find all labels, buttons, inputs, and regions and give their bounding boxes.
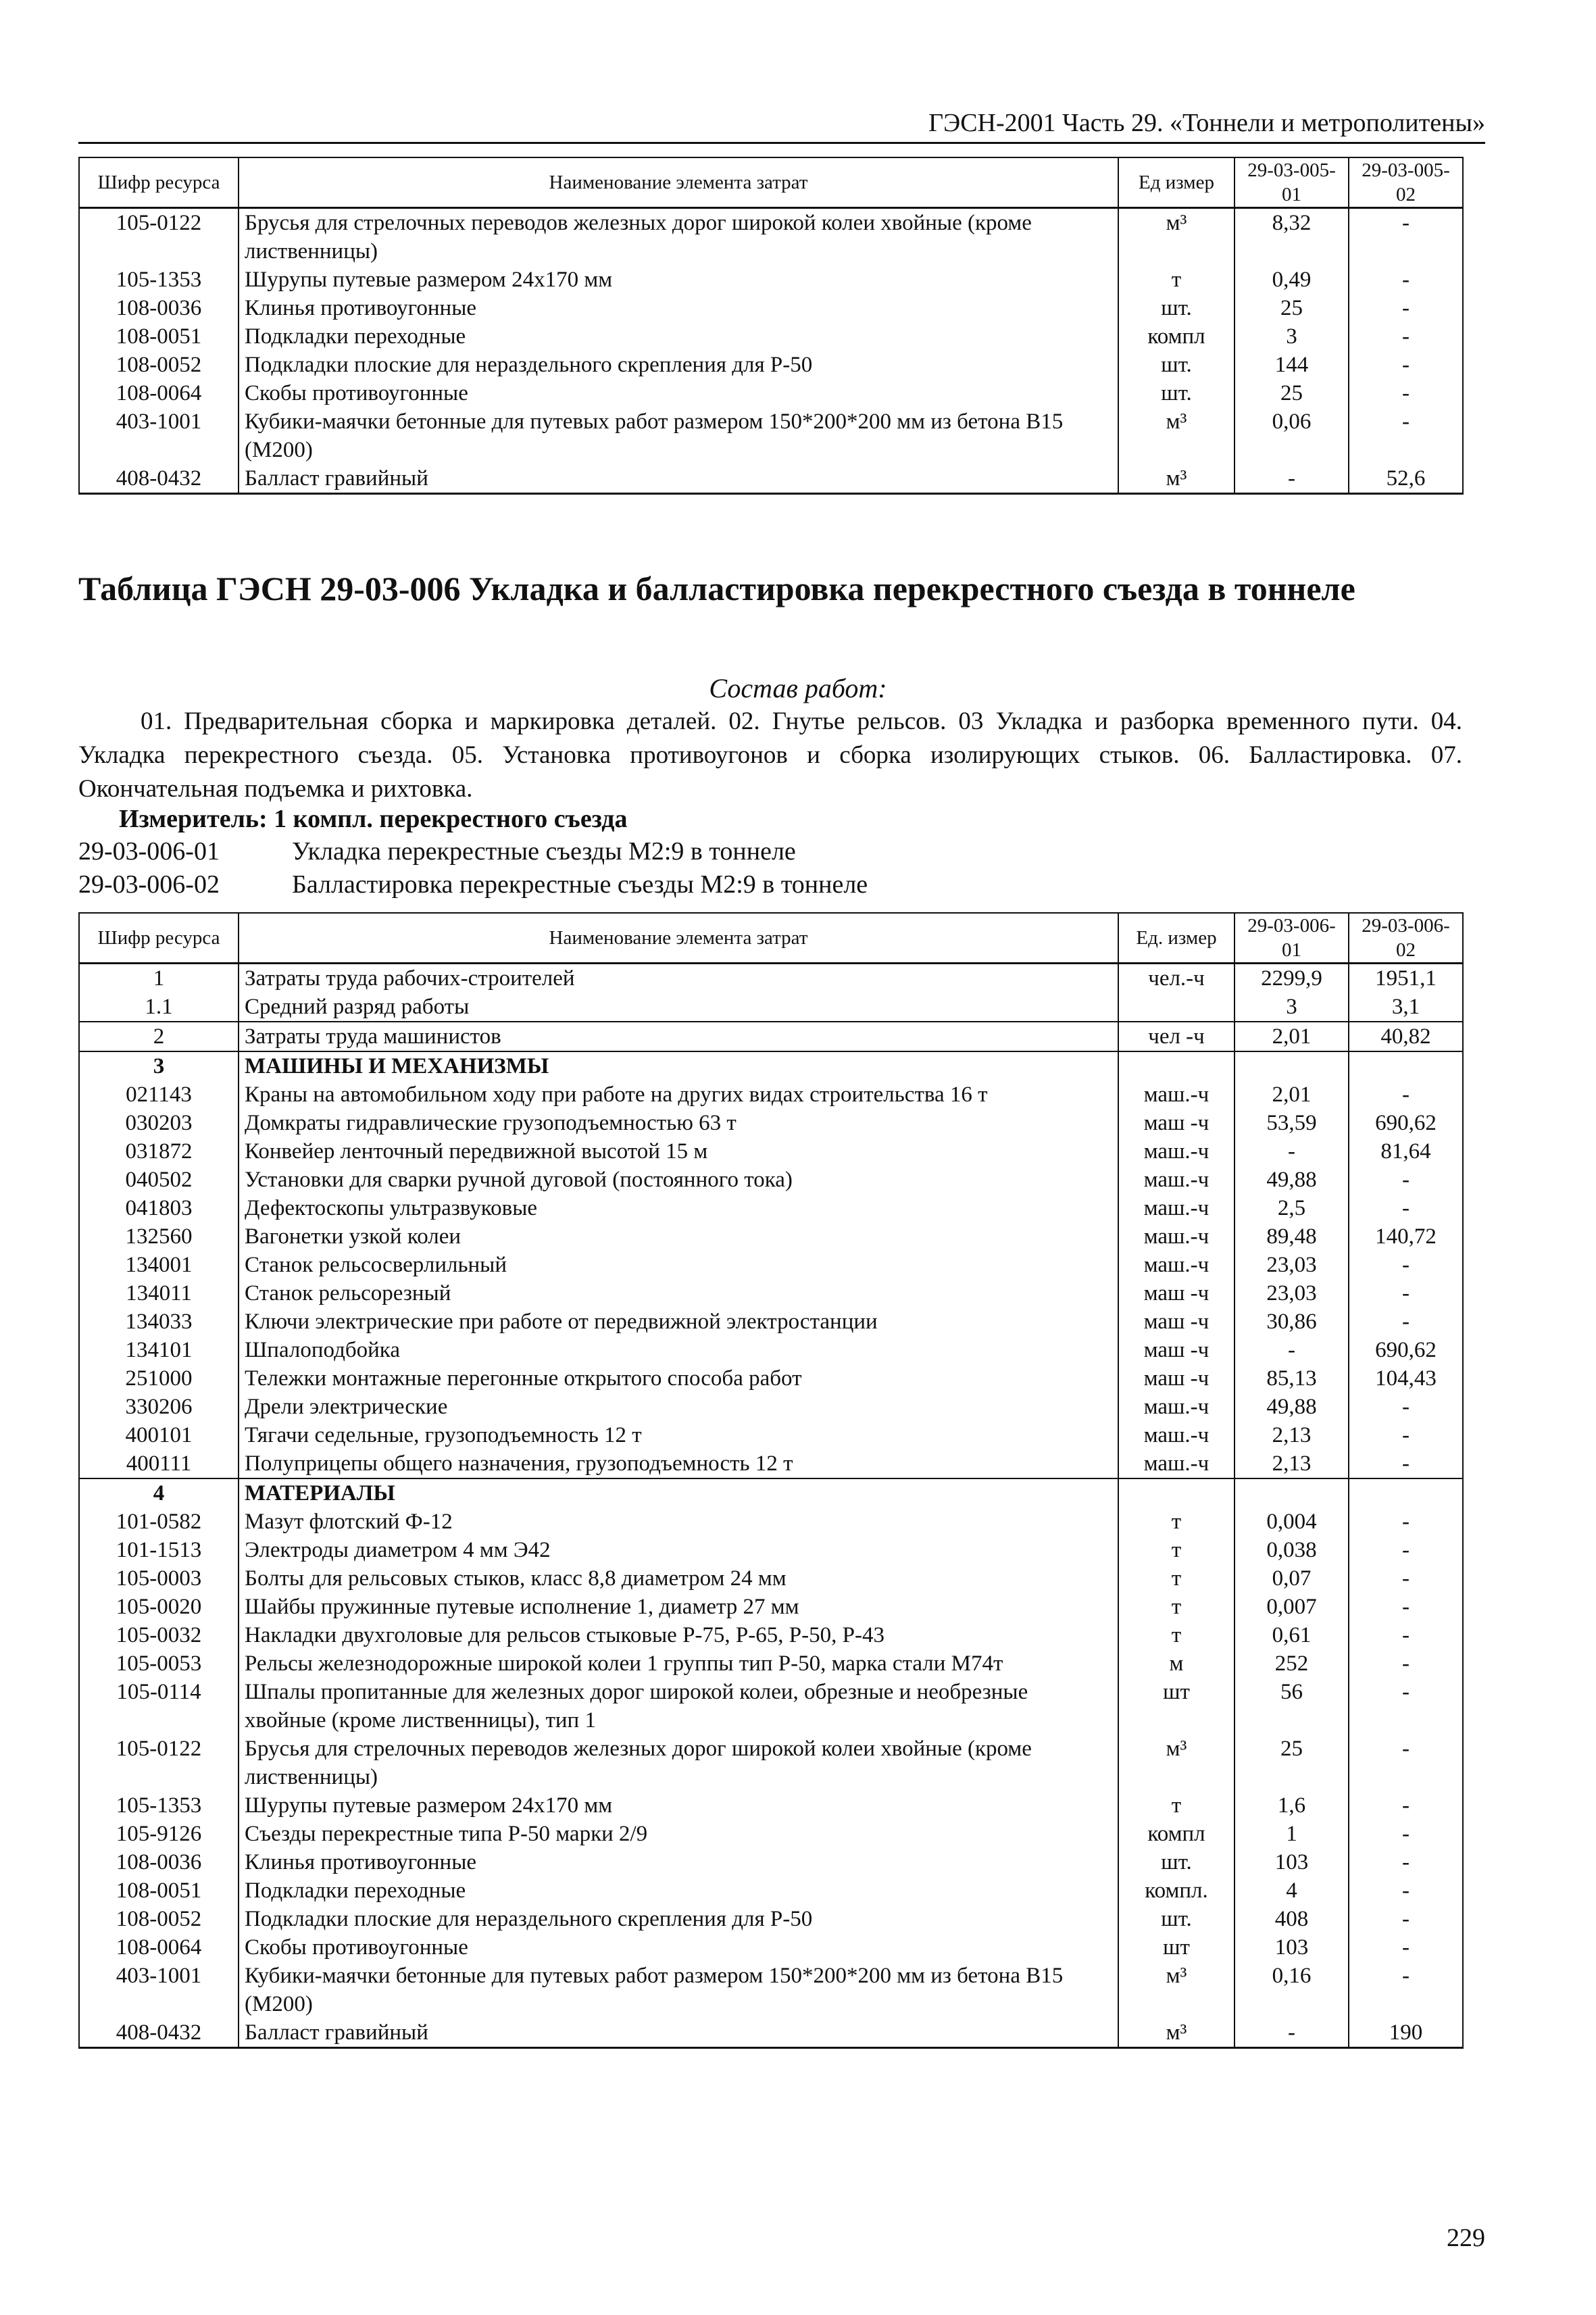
resource-unit: м³ <box>1118 407 1235 464</box>
value-col-1: - <box>1235 1137 1349 1166</box>
resource-code: 4 <box>79 1478 239 1508</box>
resource-name: МАШИНЫ И МЕХАНИЗМЫ <box>239 1051 1118 1080</box>
resource-table-bottom <box>78 912 1464 2049</box>
table-row <box>79 1022 1463 1051</box>
resource-unit: м³ <box>1118 208 1235 266</box>
resource-unit <box>1118 1478 1235 1508</box>
value-col-1 <box>1235 1051 1349 1080</box>
value-col-2: - <box>1349 351 1463 379</box>
page-number: 229 <box>1447 2224 1485 2252</box>
table-row <box>79 993 1463 1022</box>
value-col-1: 23,03 <box>1235 1251 1349 1279</box>
table-row <box>79 322 1463 351</box>
resource-unit: м³ <box>1118 1962 1235 2018</box>
value-col-1: - <box>1235 464 1349 494</box>
running-header: ГЭСН-2001 Часть 29. «Тоннели и метрополитены» <box>78 108 1485 144</box>
resource-code: 403-1001 <box>79 407 239 464</box>
resource-code: 108-0051 <box>79 322 239 351</box>
resource-unit: маш -ч <box>1118 1336 1235 1364</box>
table-row <box>79 1279 1463 1308</box>
resource-name: Подкладки плоские для нераздельного скрепления для Р-50 <box>239 1905 1118 1933</box>
table-row <box>79 1621 1463 1649</box>
value-col-1: 2,13 <box>1235 1449 1349 1478</box>
value-col-2: - <box>1349 1166 1463 1194</box>
value-col-2: - <box>1349 1449 1463 1478</box>
resource-name: Клинья противоугонные <box>239 1848 1118 1876</box>
resource-unit: т <box>1118 1791 1235 1820</box>
resource-name: Клинья противоугонные <box>239 294 1118 322</box>
value-col-2: - <box>1349 322 1463 351</box>
code-number: 29-03-006-01 <box>78 837 220 866</box>
value-col-2: - <box>1349 266 1463 294</box>
resource-code: 134033 <box>79 1308 239 1336</box>
resource-name: Краны на автомобильном ходу при работе на других видах строительства 16 т <box>239 1080 1118 1109</box>
resource-name: Затраты труда машинистов <box>239 1022 1118 1051</box>
value-col-2: 690,62 <box>1349 1336 1463 1364</box>
resource-table-top <box>78 157 1464 495</box>
value-col-1: - <box>1235 2018 1349 2048</box>
resource-code: 251000 <box>79 1364 239 1393</box>
resource-name: Подкладки плоские для нераздельного скрепления для Р-50 <box>239 351 1118 379</box>
table-row <box>79 1421 1463 1449</box>
value-col-2: - <box>1349 1564 1463 1593</box>
resource-code: 105-9126 <box>79 1820 239 1848</box>
value-col-1: 144 <box>1235 351 1349 379</box>
resource-code: 1 <box>79 964 239 993</box>
table-row <box>79 1536 1463 1564</box>
resource-unit: шт. <box>1118 294 1235 322</box>
resource-name: Станок рельсорезный <box>239 1279 1118 1308</box>
resource-unit: маш -ч <box>1118 1109 1235 1137</box>
table-row <box>79 379 1463 407</box>
resource-name: Установки для сварки ручной дуговой (постоянного тока) <box>239 1166 1118 1194</box>
resource-name: Мазут флотский Ф-12 <box>239 1508 1118 1536</box>
resource-name: Съезды перекрестные типа Р-50 марки 2/9 <box>239 1820 1118 1848</box>
value-col-2: - <box>1349 1508 1463 1536</box>
table-row <box>79 1593 1463 1621</box>
resource-code: 134011 <box>79 1279 239 1308</box>
value-col-2: 3,1 <box>1349 993 1463 1022</box>
table-row <box>79 1336 1463 1364</box>
value-col-2: - <box>1349 379 1463 407</box>
value-col-2 <box>1349 1051 1463 1080</box>
resource-code: 408-0432 <box>79 464 239 494</box>
resource-code: 108-0036 <box>79 294 239 322</box>
value-col-1: 1,6 <box>1235 1791 1349 1820</box>
value-col-1: 3 <box>1235 322 1349 351</box>
code-description: Балластировка перекрестные съезды М2:9 в тоннеле <box>292 870 868 899</box>
resource-code: 105-0053 <box>79 1649 239 1678</box>
code-line <box>78 870 868 899</box>
resource-name: Болты для рельсовых стыков, класс 8,8 диаметром 24 мм <box>239 1564 1118 1593</box>
resource-name: Подкладки переходные <box>239 322 1118 351</box>
resource-unit: компл <box>1118 322 1235 351</box>
value-col-1: 0,07 <box>1235 1564 1349 1593</box>
table-row <box>79 1137 1463 1166</box>
value-col-1: 23,03 <box>1235 1279 1349 1308</box>
value-col-1: 0,004 <box>1235 1508 1349 1536</box>
value-col-2: - <box>1349 1678 1463 1735</box>
resource-name: МАТЕРИАЛЫ <box>239 1478 1118 1508</box>
resource-code: 040502 <box>79 1166 239 1194</box>
value-col-2: - <box>1349 407 1463 464</box>
resource-name: Станок рельсосверлильный <box>239 1251 1118 1279</box>
resource-name: Ключи электрические при работе от передвижной электростанции <box>239 1308 1118 1336</box>
resource-code: 105-0032 <box>79 1621 239 1649</box>
resource-name: Скобы противоугонные <box>239 379 1118 407</box>
table-row <box>79 294 1463 322</box>
resource-unit: м³ <box>1118 464 1235 494</box>
value-col-2: - <box>1349 1421 1463 1449</box>
col-header-unit: Ед. измер <box>1118 913 1235 964</box>
resource-unit: маш -ч <box>1118 1279 1235 1308</box>
resource-code: 108-0052 <box>79 1905 239 1933</box>
resource-name: Подкладки переходные <box>239 1876 1118 1905</box>
resource-code: 134101 <box>79 1336 239 1364</box>
table-row <box>79 351 1463 379</box>
resource-unit: маш.-ч <box>1118 1393 1235 1421</box>
value-col-1: 2299,9 <box>1235 964 1349 993</box>
value-col-1: 85,13 <box>1235 1364 1349 1393</box>
resource-code: 101-1513 <box>79 1536 239 1564</box>
table-row <box>79 1508 1463 1536</box>
resource-code: 030203 <box>79 1109 239 1137</box>
value-col-2: 104,43 <box>1349 1364 1463 1393</box>
resource-unit: маш.-ч <box>1118 1137 1235 1166</box>
table-row <box>79 407 1463 464</box>
resource-code: 108-0036 <box>79 1848 239 1876</box>
col-header-005-01: 29-03-005-01 <box>1235 157 1349 208</box>
resource-name: Рельсы железнодорожные широкой колеи 1 группы тип Р-50, марка стали М74т <box>239 1649 1118 1678</box>
resource-unit: шт <box>1118 1933 1235 1962</box>
value-col-2: - <box>1349 1251 1463 1279</box>
value-col-1: 25 <box>1235 1735 1349 1791</box>
table-row <box>79 1905 1463 1933</box>
resource-code: 108-0052 <box>79 351 239 379</box>
table-row <box>79 1791 1463 1820</box>
resource-name: Балласт гравийный <box>239 2018 1118 2048</box>
resource-unit: маш.-ч <box>1118 1166 1235 1194</box>
resource-name: Электроды диаметром 4 мм Э42 <box>239 1536 1118 1564</box>
resource-name: Кубики-маячки бетонные для путевых работ размером 150*200*200 мм из бетона В15 (М200) <box>239 1962 1118 2018</box>
table-row <box>79 464 1463 494</box>
section-row <box>79 1478 1463 1508</box>
value-col-1: 0,06 <box>1235 407 1349 464</box>
table-row <box>79 1933 1463 1962</box>
resource-name: Вагонетки узкой колеи <box>239 1222 1118 1251</box>
resource-unit: маш -ч <box>1118 1308 1235 1336</box>
value-col-1: - <box>1235 1336 1349 1364</box>
resource-unit: шт. <box>1118 1848 1235 1876</box>
value-col-1: 0,49 <box>1235 266 1349 294</box>
value-col-1: 49,88 <box>1235 1393 1349 1421</box>
value-col-1: 0,038 <box>1235 1536 1349 1564</box>
table-row <box>79 266 1463 294</box>
value-col-1: 408 <box>1235 1905 1349 1933</box>
value-col-2: - <box>1349 1621 1463 1649</box>
resource-unit: м <box>1118 1649 1235 1678</box>
value-col-1: 25 <box>1235 294 1349 322</box>
resource-unit: маш.-ч <box>1118 1194 1235 1222</box>
table-row <box>79 1364 1463 1393</box>
col-header-code: Шифр ресурса <box>79 913 239 964</box>
resource-name: Конвейер ленточный передвижной высотой 15 м <box>239 1137 1118 1166</box>
resource-unit: т <box>1118 1621 1235 1649</box>
resource-code: 400111 <box>79 1449 239 1478</box>
resource-code: 041803 <box>79 1194 239 1222</box>
table-row <box>79 1564 1463 1593</box>
resource-unit: м³ <box>1118 1735 1235 1791</box>
value-col-2: - <box>1349 1962 1463 2018</box>
table-row <box>79 1876 1463 1905</box>
resource-name: Тягачи седельные, грузоподъемность 12 т <box>239 1421 1118 1449</box>
code-description: Укладка перекрестные съезды М2:9 в тоннеле <box>292 837 796 866</box>
value-col-1: 30,86 <box>1235 1308 1349 1336</box>
value-col-2: - <box>1349 1194 1463 1222</box>
resource-name: Шайбы пружинные путевые исполнение 1, диаметр 27 мм <box>239 1593 1118 1621</box>
resource-code: 400101 <box>79 1421 239 1449</box>
value-col-2 <box>1349 1478 1463 1508</box>
value-col-1: 2,01 <box>1235 1080 1349 1109</box>
value-col-1: 2,01 <box>1235 1022 1349 1051</box>
resource-unit: компл <box>1118 1820 1235 1848</box>
table-row <box>79 1109 1463 1137</box>
table-row <box>79 208 1463 266</box>
resource-unit: шт <box>1118 1678 1235 1735</box>
resource-unit: т <box>1118 1593 1235 1621</box>
col-header-006-02: 29-03-006-02 <box>1349 913 1463 964</box>
resource-name: Шурупы путевые размером 24x170 мм <box>239 266 1118 294</box>
resource-unit: маш.-ч <box>1118 1222 1235 1251</box>
resource-code: 108-0064 <box>79 379 239 407</box>
col-header-unit: Ед измер <box>1118 157 1235 208</box>
table-row <box>79 1820 1463 1848</box>
value-col-1: 56 <box>1235 1678 1349 1735</box>
resource-name: Брусья для стрелочных переводов железных дорог широкой колеи хвойные (кроме лиственницы) <box>239 1735 1118 1791</box>
value-col-1: 25 <box>1235 379 1349 407</box>
value-col-2: 52,6 <box>1349 464 1463 494</box>
resource-code: 105-1353 <box>79 266 239 294</box>
value-col-2: - <box>1349 1649 1463 1678</box>
resource-unit: чел.-ч <box>1118 964 1235 993</box>
resource-code: 408-0432 <box>79 2018 239 2048</box>
work-composition-text: 01. Предварительная сборка и маркировка деталей. 02. Гнутье рельсов. 03 Укладка и разборка временного пути. 04. Укладка перекрестного съезда. 05. Установка противоугонов и сборка изолирующих стыков. 06. Балластировка. 07. Окончательная подъемка и рихтовка. <box>78 707 1462 803</box>
table-row <box>79 964 1463 993</box>
resource-unit: шт. <box>1118 1905 1235 1933</box>
table-row <box>79 1194 1463 1222</box>
value-col-2: 140,72 <box>1349 1222 1463 1251</box>
table-row <box>79 1308 1463 1336</box>
work-composition-title: Состав работ: <box>709 673 887 703</box>
resource-code: 021143 <box>79 1080 239 1109</box>
value-col-1: 8,32 <box>1235 208 1349 266</box>
value-col-1: 0,61 <box>1235 1621 1349 1649</box>
col-header-006-01: 29-03-006-01 <box>1235 913 1349 964</box>
value-col-2: - <box>1349 294 1463 322</box>
table-row <box>79 1649 1463 1678</box>
col-header-name: Наименование элемента затрат <box>239 913 1118 964</box>
value-col-2: 690,62 <box>1349 1109 1463 1137</box>
resource-code: 108-0051 <box>79 1876 239 1905</box>
table-row <box>79 1251 1463 1279</box>
value-col-1: 103 <box>1235 1933 1349 1962</box>
value-col-1: 0,007 <box>1235 1593 1349 1621</box>
col-header-name: Наименование элемента затрат <box>239 157 1118 208</box>
table-row <box>79 1735 1463 1791</box>
resource-name: Скобы противоугонные <box>239 1933 1118 1962</box>
value-col-2: - <box>1349 1593 1463 1621</box>
resource-code: 403-1001 <box>79 1962 239 2018</box>
value-col-2: - <box>1349 1820 1463 1848</box>
table-row <box>79 1222 1463 1251</box>
table-row <box>79 1080 1463 1109</box>
table-row <box>79 1848 1463 1876</box>
resource-unit: т <box>1118 1508 1235 1536</box>
resource-name: Шпалоподбойка <box>239 1336 1118 1364</box>
resource-unit: м³ <box>1118 2018 1235 2048</box>
value-col-1: 89,48 <box>1235 1222 1349 1251</box>
resource-name: Полуприцепы общего назначения, грузоподъемность 12 т <box>239 1449 1118 1478</box>
code-line <box>78 837 796 866</box>
value-col-2: - <box>1349 1279 1463 1308</box>
resource-code: 105-0122 <box>79 1735 239 1791</box>
resource-name: Шурупы путевые размером 24x170 мм <box>239 1791 1118 1820</box>
value-col-2: 1951,1 <box>1349 964 1463 993</box>
resource-code: 2 <box>79 1022 239 1051</box>
resource-code: 105-0114 <box>79 1678 239 1735</box>
value-col-2: - <box>1349 1791 1463 1820</box>
value-col-2: - <box>1349 1393 1463 1421</box>
value-col-1: 0,16 <box>1235 1962 1349 2018</box>
resource-code: 101-0582 <box>79 1508 239 1536</box>
section-row <box>79 1051 1463 1080</box>
resource-unit: шт. <box>1118 379 1235 407</box>
code-number: 29-03-006-02 <box>78 870 220 899</box>
value-col-1: 2,13 <box>1235 1421 1349 1449</box>
resource-code: 330206 <box>79 1393 239 1421</box>
resource-code: 105-0003 <box>79 1564 239 1593</box>
col-header-005-02: 29-03-005-02 <box>1349 157 1463 208</box>
resource-code: 105-0020 <box>79 1593 239 1621</box>
value-col-2: - <box>1349 208 1463 266</box>
resource-unit <box>1118 1051 1235 1080</box>
table-row <box>79 1678 1463 1735</box>
resource-name: Домкраты гидравлические грузоподъемностью 63 т <box>239 1109 1118 1137</box>
value-col-2: - <box>1349 1933 1463 1962</box>
col-header-code: Шифр ресурса <box>79 157 239 208</box>
resource-name: Дефектоскопы ультразвуковые <box>239 1194 1118 1222</box>
value-col-2: - <box>1349 1080 1463 1109</box>
resource-code: 105-1353 <box>79 1791 239 1820</box>
resource-unit: маш.-ч <box>1118 1251 1235 1279</box>
value-col-1: 252 <box>1235 1649 1349 1678</box>
value-col-1: 103 <box>1235 1848 1349 1876</box>
resource-name: Брусья для стрелочных переводов железных дорог широкой колеи хвойные (кроме лиственницы) <box>239 208 1118 266</box>
value-col-1: 3 <box>1235 993 1349 1022</box>
table-row <box>79 1449 1463 1478</box>
resource-name: Средний разряд работы <box>239 993 1118 1022</box>
table-title: Таблица ГЭСН 29-03-006 Укладка и балластировка перекрестного съезда в тоннеле <box>78 570 1355 607</box>
resource-unit: чел -ч <box>1118 1022 1235 1051</box>
resource-unit: маш.-ч <box>1118 1421 1235 1449</box>
value-col-2: 81,64 <box>1349 1137 1463 1166</box>
resource-name: Тележки монтажные перегонные открытого способа работ <box>239 1364 1118 1393</box>
value-col-2: - <box>1349 1848 1463 1876</box>
value-col-2: 190 <box>1349 2018 1463 2048</box>
value-col-2: - <box>1349 1876 1463 1905</box>
resource-unit: маш.-ч <box>1118 1449 1235 1478</box>
resource-code: 1.1 <box>79 993 239 1022</box>
resource-unit: т <box>1118 1564 1235 1593</box>
value-col-2: - <box>1349 1905 1463 1933</box>
value-col-1: 1 <box>1235 1820 1349 1848</box>
value-col-2: - <box>1349 1308 1463 1336</box>
resource-unit: т <box>1118 266 1235 294</box>
resource-unit <box>1118 993 1235 1022</box>
resource-code: 108-0064 <box>79 1933 239 1962</box>
value-col-2: 40,82 <box>1349 1022 1463 1051</box>
resource-unit: т <box>1118 1536 1235 1564</box>
resource-name: Балласт гравийный <box>239 464 1118 494</box>
value-col-1: 49,88 <box>1235 1166 1349 1194</box>
value-col-1: 53,59 <box>1235 1109 1349 1137</box>
resource-code: 105-0122 <box>79 208 239 266</box>
value-col-1: 2,5 <box>1235 1194 1349 1222</box>
resource-code: 134001 <box>79 1251 239 1279</box>
table-row <box>79 1962 1463 2018</box>
resource-code: 031872 <box>79 1137 239 1166</box>
resource-unit: шт. <box>1118 351 1235 379</box>
resource-name: Затраты труда рабочих-строителей <box>239 964 1118 993</box>
resource-name: Шпалы пропитанные для железных дорог широкой колеи, обрезные и необрезные хвойные (кроме лиственницы), тип 1 <box>239 1678 1118 1735</box>
resource-name: Кубики-маячки бетонные для путевых работ размером 150*200*200 мм из бетона В15 (М200) <box>239 407 1118 464</box>
resource-unit: маш.-ч <box>1118 1080 1235 1109</box>
resource-code: 3 <box>79 1051 239 1080</box>
resource-name: Дрели электрические <box>239 1393 1118 1421</box>
table-row <box>79 1166 1463 1194</box>
value-col-1: 4 <box>1235 1876 1349 1905</box>
value-col-1 <box>1235 1478 1349 1508</box>
resource-code: 132560 <box>79 1222 239 1251</box>
table-row <box>79 2018 1463 2048</box>
resource-name: Накладки двухголовые для рельсов стыковые Р-75, Р-65, Р-50, Р-43 <box>239 1621 1118 1649</box>
measure-unit: Измеритель: 1 компл. перекрестного съезда <box>119 805 628 833</box>
value-col-2: - <box>1349 1536 1463 1564</box>
value-col-2: - <box>1349 1735 1463 1791</box>
resource-unit: маш -ч <box>1118 1364 1235 1393</box>
table-row <box>79 1393 1463 1421</box>
resource-unit: компл. <box>1118 1876 1235 1905</box>
